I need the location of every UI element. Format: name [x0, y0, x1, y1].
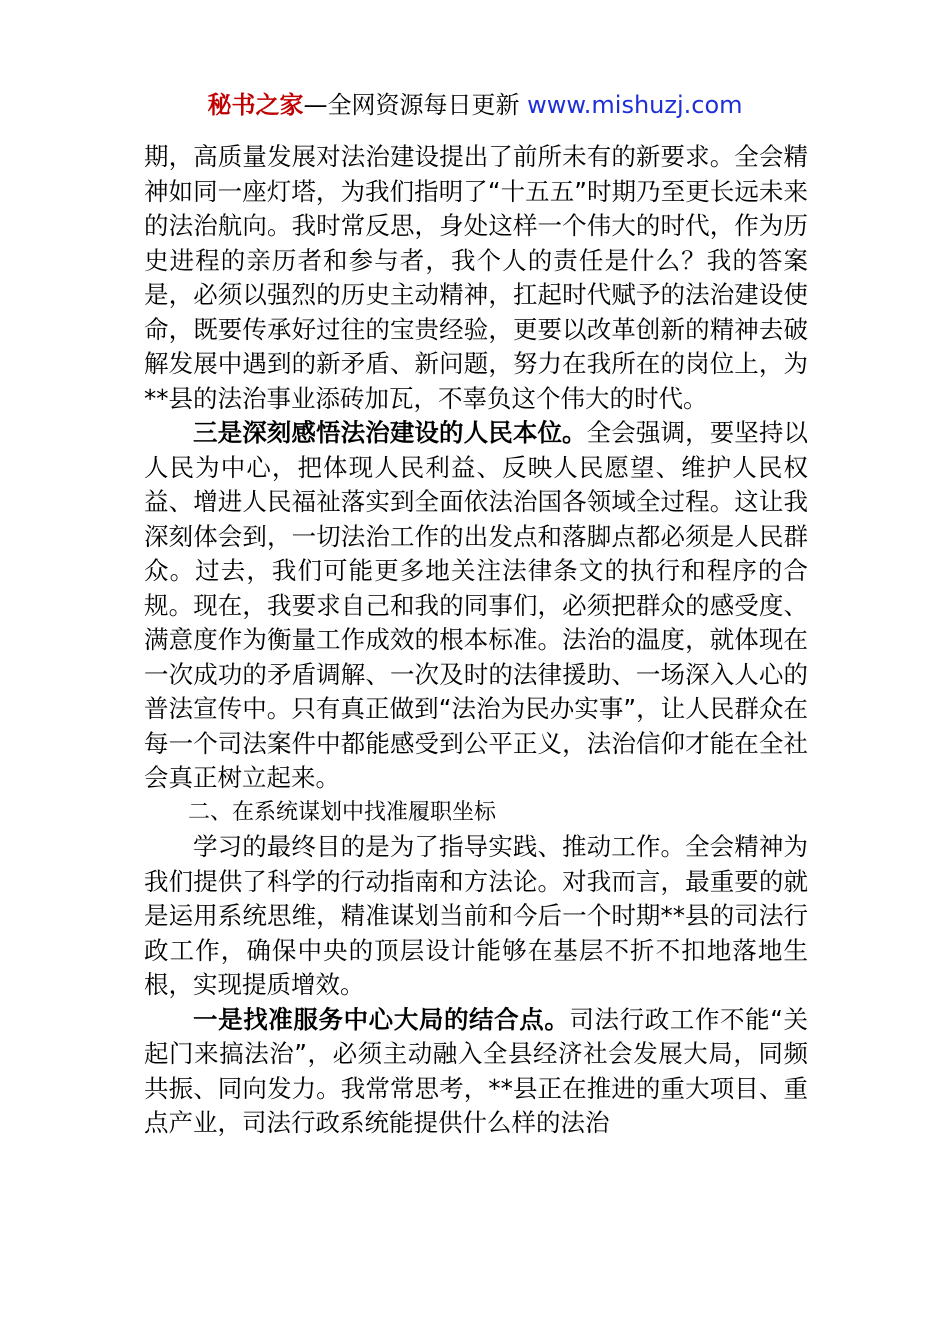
brand-name: 秘书之家 — [207, 91, 304, 119]
header-tagline: —全网资源每日更新 — [303, 91, 528, 119]
page-header — [0, 88, 950, 122]
paragraph-4 — [144, 1003, 808, 1141]
paragraph-2-lead: 三是深刻感悟法治建设的人民本位。 — [193, 418, 587, 447]
paragraph-2-text: 全会强调，要坚持以人民为中心，把体现人民利益、反映人民愿望、维护人民权益、增进人民福祉落实到全面依法治国各领域全过程。这让我深刻体会到，一切法治工作的出发点和落脚点都必须是人民群众。过去，我们可能更多地关注法律条文的执行和程序的合规。现在，我要求自己和我的同事们，必须把群众的感受度、满意度作为衡量工作成效的根本标准。法治的温度，就体现在一次成功的矛盾调解、一次及时的法律援助、一场深入人心的普法宣传中。只有真正做到“法治为民办实事”，让人民群众在每一个司法案件中都能感受到公平正义，法治信仰才能在全社会真正树立起来。 — [144, 418, 809, 792]
paragraph-4-lead: 一是找准服务中心大局的结合点。 — [193, 1004, 570, 1034]
site-url-link[interactable]: www.mishuzj.com — [527, 91, 743, 119]
paragraph-4-text: 司法行政工作不能“关起门来搞法治”，必须主动融入全县经济社会发展大局，同频共振、同向发力。我常常思考，**县正在推进的重大项目、重点产业，司法行政系统能提供什么样的法治 — [144, 1004, 808, 1137]
section-heading-2: 二、在系统谋划中找准履职坐标 — [188, 799, 497, 825]
paragraph-2 — [144, 416, 808, 796]
paragraph-3: 学习的最终目的是为了指导实践、推动工作。全会精神为我们提供了科学的行动指南和方法论。对我而言，最重要的就是运用系统思维，精准谋划当前和今后一个时期**县的司法行政工作，确保中央的顶层设计能够在基层不折不扣地落地生根，实现提质增效。 — [144, 832, 808, 999]
document-body — [144, 140, 808, 1141]
paragraph-1: 期，高质量发展对法治建设提出了前所未有的新要求。全会精神如同一座灯塔，为我们指明了“十五五”时期乃至更长远未来的法治航向。我时常反思，身处这样一个伟大的时代，作为历史进程的亲历者和参与者，我个人的责任是什么？我的答案是，必须以强烈的历史主动精神，扛起时代赋予的法治建设使命，既要传承好过往的宝贵经验，更要以改革创新的精神去破解发展中遇到的新矛盾、新问题，努力在我所在的岗位上，为**县的法治事业添砖加瓦，不辜负这个伟大的时代。 — [144, 142, 808, 413]
